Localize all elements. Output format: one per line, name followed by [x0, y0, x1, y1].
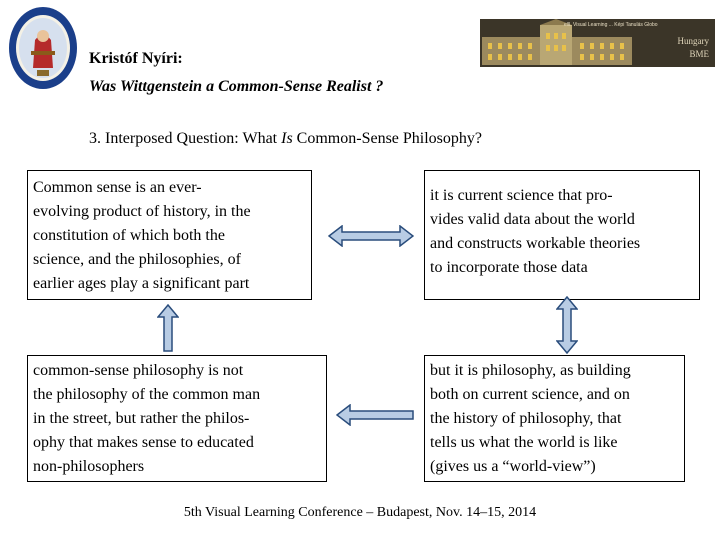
box-line: to incorporate those data	[430, 259, 588, 276]
double-arrow-vertical-icon	[556, 296, 578, 354]
section-title-emphasis: Is	[281, 130, 293, 147]
box-current-science	[424, 170, 700, 300]
box-line: vides valid data about the world	[430, 211, 635, 228]
box-line: constitution of which both the	[33, 227, 225, 244]
banner-institution: BME	[689, 49, 709, 59]
university-seal-icon	[8, 6, 78, 90]
box-common-sense-philosophy	[27, 355, 327, 482]
box-line: earlier ages play a significant part	[33, 275, 250, 292]
banner-country: Hungary	[677, 36, 709, 46]
conference-banner	[480, 19, 715, 67]
box-line: science, and the philosophies, of	[33, 251, 241, 268]
box-line: (gives us a “world-view”)	[430, 458, 596, 475]
paper-title: Was Wittgenstein a Common-Sense Realist ?	[89, 78, 384, 95]
box-line: but it is philosophy, as building	[430, 362, 631, 379]
box-line: in the street, but rather the philos-	[33, 410, 250, 427]
arrow-up-icon	[157, 304, 179, 352]
double-arrow-horizontal-icon	[328, 225, 414, 247]
box-line: evolving product of history, in the	[33, 203, 251, 220]
box-line: the history of philosophy, that	[430, 410, 622, 427]
box-line: common-sense philosophy is not	[33, 362, 244, 379]
box-line: ophy that makes sense to educated	[33, 434, 254, 451]
box-common-sense-history	[27, 170, 312, 300]
arrow-left-icon	[336, 404, 414, 426]
box-line: both on current science, and on	[430, 386, 630, 403]
banner-caption: ellL Visual Learning ... Képi Tanulás Globo	[564, 22, 658, 28]
conference-footer: 5th Visual Learning Conference – Budapest, Nov. 14–15, 2014	[183, 505, 537, 520]
box-line: and constructs workable theories	[430, 235, 641, 252]
box-line: non-philosophers	[33, 458, 145, 475]
box-philosophy-world-view	[424, 355, 685, 482]
section-title	[89, 130, 482, 148]
box-line: it is current science that pro-	[430, 187, 613, 204]
box-line: tells us what the world is like	[430, 434, 618, 451]
box-line: the philosophy of the common man	[33, 386, 261, 403]
box-line: Common sense is an ever-	[33, 179, 202, 196]
section-title-suffix: Common-Sense Philosophy?	[292, 130, 483, 147]
author-name: Kristóf Nyíri:	[89, 50, 183, 67]
section-title-prefix: 3. Interposed Question: What	[89, 130, 282, 147]
